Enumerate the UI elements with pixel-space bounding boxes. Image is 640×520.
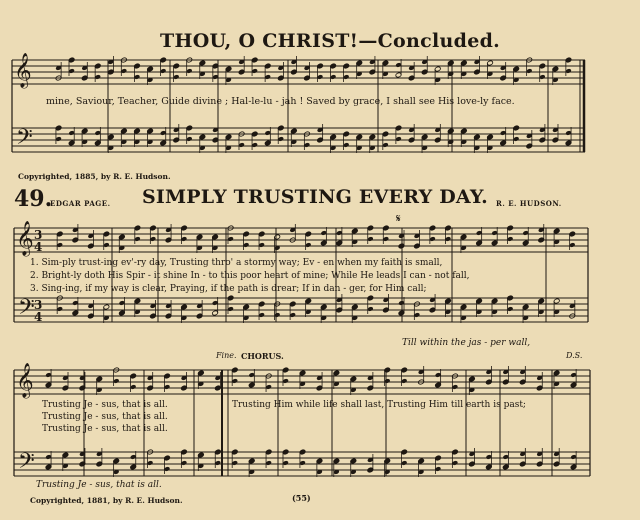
top-hymn-title: THOU, O CHRIST!—Concluded.	[160, 30, 501, 52]
top-lyric-line: mine, Saviour, Teacher, Guide divine ; Hal-le-lu - jah ! Saved by grace, I shall see His love-ly face.	[46, 96, 515, 107]
treble-clef: 𝄞	[16, 363, 34, 398]
verse-treble-staff	[14, 228, 588, 252]
refrain-line-3: Trusting Je - sus, that is all.	[42, 424, 168, 434]
time-signature-top: 3	[34, 228, 43, 242]
composer-credit: R. E. HUDSON.	[496, 199, 562, 208]
fine-marker: Fine.	[216, 351, 237, 360]
treble-clef: 𝄞	[14, 53, 32, 88]
bass-clef: 𝄢	[18, 295, 35, 325]
verse-1: 1. Sim-ply trust-ing ev'-ry day, Trusting thro' a stormy way; Ev - en when my faith is small,	[30, 258, 443, 268]
chorus-lyric: Trusting Him while life shall last, Trusting Him till earth is past;	[232, 400, 526, 410]
refrain-line-2: Trusting Je - sus, that is all.	[42, 412, 168, 422]
hymn-number: 49.	[14, 186, 53, 212]
bottom-cue-text: Trusting Je - sus, that is all.	[36, 480, 162, 490]
treble-clef: 𝄞	[16, 221, 34, 256]
segno-sign: 𝄋	[396, 212, 401, 225]
top-copyright: Copyrighted, 1885, by R. E. Hudson.	[18, 172, 171, 181]
hymn-title: SIMPLY TRUSTING EVERY DAY.	[142, 186, 488, 208]
verse-3: 3. Sing-ing, if my way is clear, Praying, if the path is drear; If in dan - ger, for Him call;	[30, 284, 427, 294]
bass-clef: 𝄢	[18, 449, 35, 479]
time-signature-bottom: 4	[34, 240, 43, 254]
refrain-line-1: Trusting Je - sus, that is all.	[42, 400, 168, 410]
time-signature-top: 3	[34, 298, 43, 312]
bass-cue-text: Till within the jas - per wall,	[402, 338, 531, 348]
lyricist-credit: EDGAR PAGE.	[50, 199, 111, 208]
verse-bass-staff	[14, 298, 588, 322]
ds-marker: D.S.	[566, 351, 583, 360]
verse-2: 2. Bright-ly doth His Spir - it shine In - to this poor heart of mine; While He leads I can - not fall,	[30, 271, 470, 281]
chorus-label: CHORUS.	[241, 351, 284, 361]
bass-clef: 𝄢	[16, 125, 33, 155]
time-signature-bottom: 4	[34, 310, 43, 324]
page-number: (55)	[292, 493, 311, 503]
bottom-copyright: Copyrighted, 1881, by R. E. Hudson.	[30, 496, 183, 505]
